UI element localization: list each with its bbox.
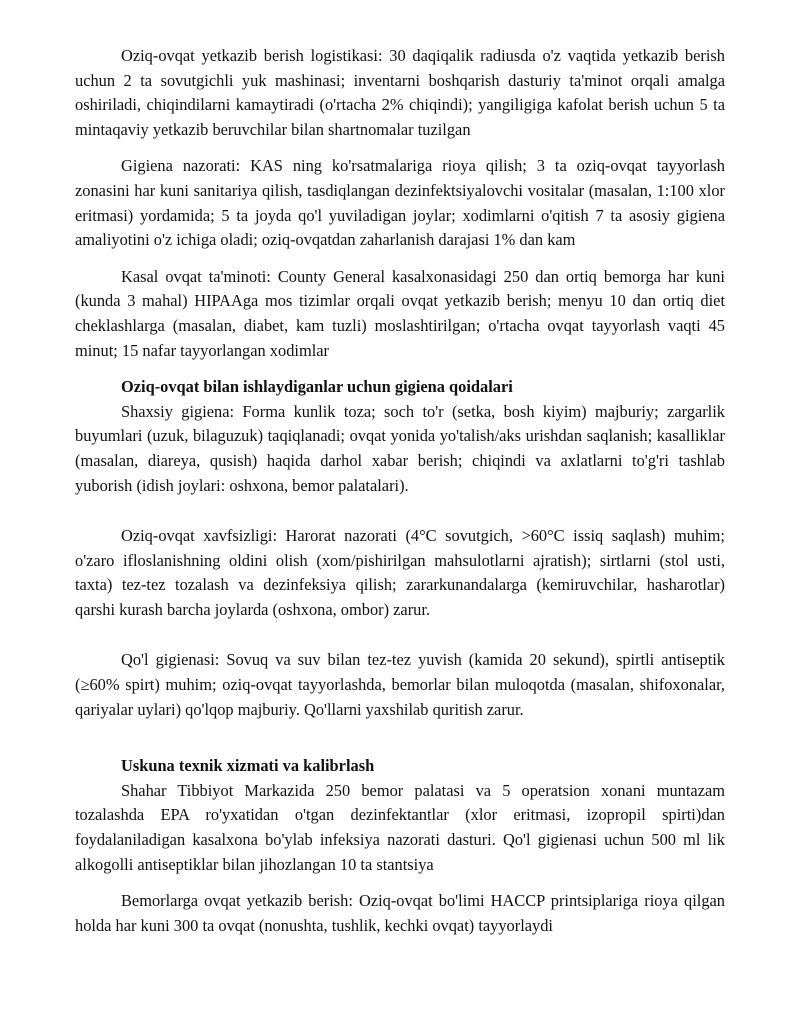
document-page	[75, 44, 725, 938]
paragraph-hygiene-control: Gigiena nazorati: KAS ning ko'rsatmalariga rioya qilish; 3 ta oziq-ovqat tayyorlash zonasini har kuni sanitariya qilish, tasdiqlangan dezinfektsiyalovchi vositalar (masalan, 1:100 xlor eritmasi) yordamida; 5 ta joyda qo'l yuviladigan joylar; xodimlarni o'qitish 7 ta asosiy gigiena amaliyotini o'z ichiga oladi; oziq-ovqatdan zaharlanish darajasi 1% dan kam	[75, 156, 725, 250]
paragraph-food-safety: Oziq-ovqat xavfsizligi: Harorat nazorati (4°C sovutgich, >60°C issiq saqlash) muhim; o'zaro ifloslanishning oldini olish (xom/pishirilgan mahsulotlarni ajratish); sirtlarni (stol usti, taxta) tez-tez tozalash va dezinfeksiya qilish; zararkunandalarga (kemiruvchilar, hasharotlar) qarshi kurash barcha joylarda (oshxona, ombor) zarur.	[75, 526, 725, 619]
paragraph-patient-meals: Kasal ovqat ta'minoti: County General kasalxonasidagi 250 dan ortiq bemorga har kuni (kunda 3 mahal) HIPAAga mos tizimlar orqali ovqat yetkazib berish; menyu 10 dan ortiq diet cheklashlarga (masalan, diabet, kam tuzli) moslashtirilgan; o'rtacha ovqat tayyorlash vaqti 45 minut; 15 nafar tayyorlangan xodimlar	[75, 266, 725, 360]
paragraph-spacer	[75, 253, 725, 265]
section-heading-hygiene-rules: Oziq-ovqat bilan ishlaydiganlar uchun gigiena qoidalari	[121, 377, 513, 397]
paragraph-spacer	[75, 877, 725, 889]
paragraph-spacer	[75, 722, 725, 754]
paragraph-food-logistics: Oziq-ovqat yetkazib berish logistikasi: 30 daqiqalik radiusda o'z vaqtida yetkazib berish uchun 2 ta sovutgichli yuk mashinasi; inventarni boshqarish dasturiy ta'minot orqali amalga oshiriladi, chiqindilarni kamaytiradi (o'rtacha 2% chiqindi); yangiligiga kafolat berish uchun 5 ta mintaqaviy yetkazib beruvchilar bilan shartnomalar tuzilgan	[75, 46, 725, 139]
paragraph-spacer	[75, 142, 725, 154]
section-heading-equipment: Uskuna texnik xizmati va kalibrlash	[121, 756, 375, 776]
paragraph-meal-delivery: Bemorlarga ovqat yetkazib berish: Oziq-ovqat bo'limi HACCP printsiplariga rioya qilgan holda har kuni 300 ta ovqat (nonushta, tushlik, kechki ovqat) tayyorlaydi	[75, 891, 725, 935]
paragraph-spacer	[75, 498, 725, 524]
paragraph-spacer	[75, 622, 725, 648]
paragraph-spacer	[75, 363, 725, 375]
paragraph-personal-hygiene: Shaxsiy gigiena: Forma kunlik toza; soch to'r (setka, bosh kiyim) majburiy; zargarlik buyumlari (uzuk, bilaguzuk) taqiqlanadi; ovqat yonida yo'talish/aks urishdan saqlanish; kasalliklar (masalan, diareya, qusish) haqida darhol xabar berish; chiqindi va axlatlarni to'g'ri tashlab yuborish (idish joylari: oshxona, bemor palatalari).	[75, 401, 725, 495]
paragraph-hand-hygiene: Qo'l gigienasi: Sovuq va suv bilan tez-tez yuvish (kamida 20 sekund), spirtli antiseptik (≥60% spirt) muhim; oziq-ovqat tayyorlashda, bemorlar bilan muloqotda (masalan, shifoxonalar, qariyalar uylari) qo'lqop majburiy. Qo'llarni yaxshilab quritish zarur.	[75, 650, 725, 719]
paragraph-infection-control: Shahar Tibbiyot Markazida 250 bemor palatasi va 5 operatsion xonani muntazam tozalashda EPA ro'yxatidan o'tgan dezinfektantlar (xlor eritmasi, izopropil spirti)dan foydalaniladigan kasalxona bo'ylab infeksiya nazorati dasturi. Qo'l gigienasi uchun 500 ml lik alkogolli antiseptiklar bilan jihozlangan 10 ta stantsiya	[75, 780, 725, 874]
